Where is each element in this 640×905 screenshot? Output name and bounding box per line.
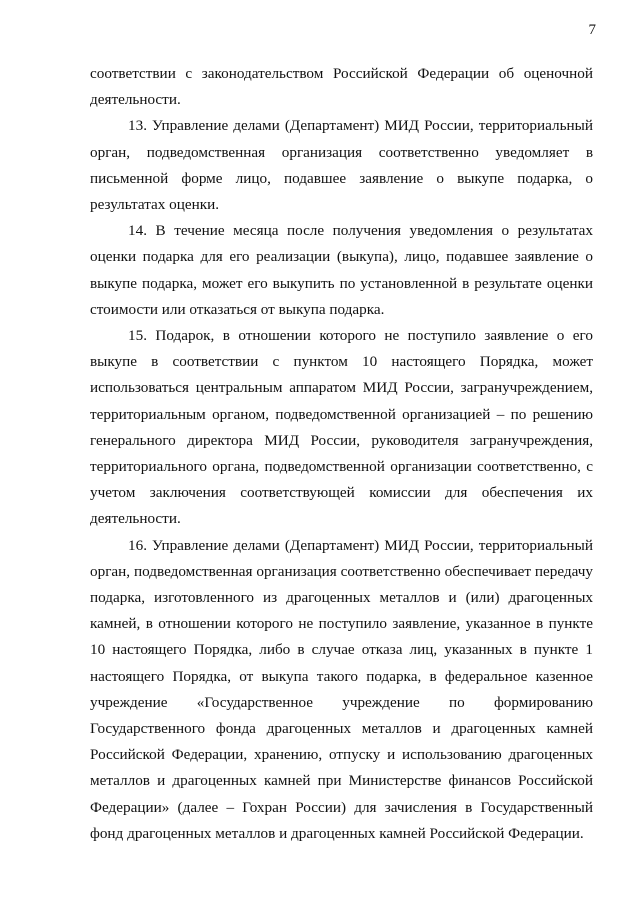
document-body bbox=[90, 61, 593, 847]
paragraph-item-16: 16. Управление делами (Департамент) МИД России, территориальный орган, подведомственная организация соответственно обеспечивает передачу подарка, изготовленного из драгоценных металлов и (или) драгоценных камней, в отношении которого не поступило заявление, указанное в пункте 10 настоящего Порядка, либо в случае отказа лиц, указанных в пункте 1 настоящего Порядка, от выкупа такого подарка, в федеральное казенное учреждение «Государственное учреждение по формированию Государственного фонда драгоценных металлов и драгоценных камней Российской Федерации, хранению, отпуску и использованию драгоценных металлов и драгоценных камней при Министерстве финансов Российской Федерации» (далее – Гохран России) для зачисления в Государственный фонд драгоценных металлов и драгоценных камней Российской Федерации. bbox=[90, 536, 593, 842]
page-number: 7 bbox=[588, 22, 596, 38]
paragraph-continuation: соответствии с законодательством Российской Федерации об оценочной деятельности. bbox=[90, 65, 593, 109]
paragraph-item-15: 15. Подарок, в отношении которого не поступило заявление о его выкупе в соответствии с пунктом 10 настоящего Порядка, может использоваться центральным аппаратом МИД России, загранучреждением, территориальным органом, подведомственной организацией – по решению генерального директора МИД России, руководителя загранучреждения, территориального органа, подведомственной организации соответственно, с учетом заключения соответствующей комиссии для обеспечения их деятельности. bbox=[90, 327, 593, 528]
paragraph-item-13: 13. Управление делами (Департамент) МИД России, территориальный орган, подведомственная организация соответственно уведомляет в письменной форме лицо, подавшее заявление о выкупе подарка, о результатах оценки. bbox=[90, 117, 593, 214]
paragraph-item-14: 14. В течение месяца после получения уведомления о результатах оценки подарка для его реализации (выкупа), лицо, подавшее заявление о выкупе подарка, может его выкупить по установленной в результате оценки стоимости или отказаться от выкупа подарка. bbox=[90, 222, 593, 318]
